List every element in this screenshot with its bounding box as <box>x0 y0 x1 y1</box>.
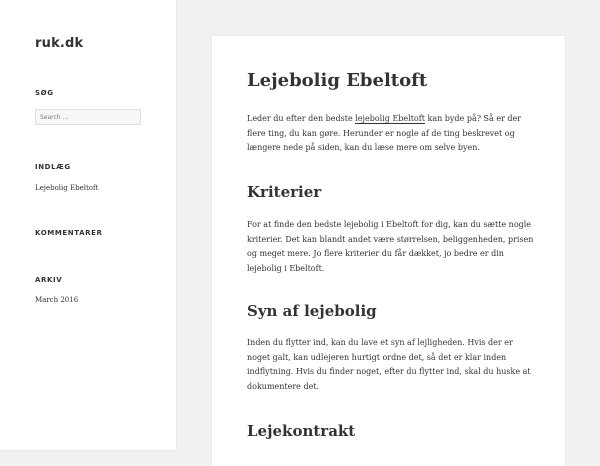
article-title: Lejebolig Ebeltoft <box>247 70 428 91</box>
intro-link[interactable]: lejebolig Ebeltoft <box>355 114 425 123</box>
section-heading: Lejekontrakt <box>247 422 356 440</box>
section-paragraph: Inden du flytter ind, kan du lave et syn af lejligheden. Hvis der er noget galt, kan udlejeren hurtigt ordne det, så det er klar inden indflytning. Hvis du finder noget, efter du flytter ind, skal du huske at dokumentere det. <box>247 338 531 391</box>
sidebar <box>0 0 176 450</box>
section-paragraph: For at finde den bedste lejebolig i Ebeltoft for dig, kan du sætte nogle kriterier. Det kan blandt andet være størrelsen, beliggenheden, prisen og meget mere. Jo flere kriterier du får dækket, jo bedre er din lejebolig i Ebeltoft. <box>247 220 534 273</box>
article <box>212 36 565 466</box>
intro-text-after: kan byde på? Så er der flere ting, du kan gøre. Herunder er nogle af de ting beskrevet og længere nede på siden, kan du læse mere om selve byen. <box>247 114 522 152</box>
posts-widget-title: INDLÆG <box>35 163 71 171</box>
intro-text-before: Leder du efter den bedste <box>247 114 356 123</box>
site-title[interactable]: ruk.dk <box>35 36 84 51</box>
archive-link[interactable]: March 2016 <box>35 296 79 304</box>
comments-widget-title: KOMMENTARER <box>35 229 103 237</box>
post-link[interactable]: Lejebolig Ebeltoft <box>35 184 99 192</box>
section-heading: Syn af lejebolig <box>247 302 377 320</box>
archive-widget-title: ARKIV <box>35 276 63 284</box>
search-widget-title: SØG <box>35 89 54 97</box>
search-input[interactable] <box>35 109 141 125</box>
section-heading: Kriterier <box>247 183 322 201</box>
intro-paragraph <box>247 112 537 156</box>
